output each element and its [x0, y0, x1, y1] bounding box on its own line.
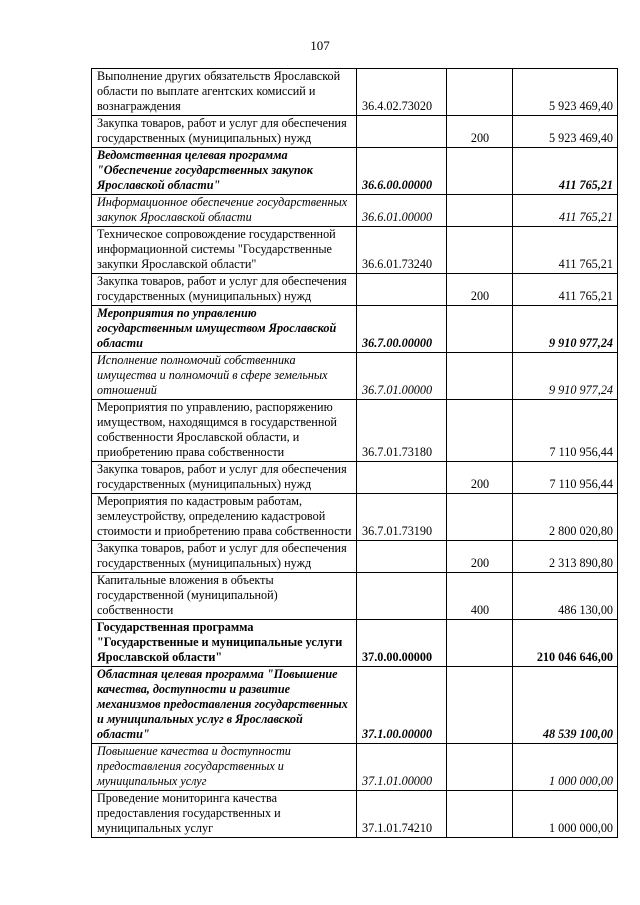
table-row	[92, 195, 618, 227]
row-expense-type-cell: 200	[447, 541, 513, 573]
table-row	[92, 400, 618, 462]
row-name-cell: Проведение мониторинга качества предоставления государственных и муниципальных услуг	[92, 791, 357, 838]
row-amount-cell: 7 110 956,44	[513, 400, 618, 462]
row-name-cell: Техническое сопровождение государственной информационной системы "Государственные закупки Ярославской области"	[92, 227, 357, 274]
row-amount-cell: 7 110 956,44	[513, 462, 618, 494]
row-name-cell: Закупка товаров, работ и услуг для обеспечения государственных (муниципальных) нужд	[92, 462, 357, 494]
row-name-cell: Государственная программа "Государственные и муниципальные услуги Ярославской области"	[92, 620, 357, 667]
table-row	[92, 227, 618, 274]
row-code-cell: 37.1.01.00000	[357, 744, 447, 791]
row-code-cell	[357, 116, 447, 148]
row-amount-cell: 2 313 890,80	[513, 541, 618, 573]
row-expense-type-cell	[447, 744, 513, 791]
row-code-cell: 37.0.00.00000	[357, 620, 447, 667]
row-amount-cell: 411 765,21	[513, 227, 618, 274]
table-row	[92, 148, 618, 195]
table-row	[92, 494, 618, 541]
row-name-cell: Повышение качества и доступности предоставления государственных и муниципальных услуг	[92, 744, 357, 791]
row-amount-cell: 48 539 100,00	[513, 667, 618, 744]
row-name-cell: Выполнение других обязательств Ярославской области по выплате агентских комиссий и вознаграждения	[92, 69, 357, 116]
row-code-cell	[357, 573, 447, 620]
row-amount-cell: 411 765,21	[513, 148, 618, 195]
row-amount-cell: 5 923 469,40	[513, 116, 618, 148]
row-expense-type-cell	[447, 791, 513, 838]
page-number: 107	[310, 38, 330, 53]
row-amount-cell: 9 910 977,24	[513, 353, 618, 400]
row-code-cell: 37.1.00.00000	[357, 667, 447, 744]
row-expense-type-cell: 200	[447, 274, 513, 306]
row-expense-type-cell	[447, 400, 513, 462]
row-code-cell: 36.6.00.00000	[357, 148, 447, 195]
row-amount-cell: 1 000 000,00	[513, 791, 618, 838]
row-code-cell: 36.6.01.73240	[357, 227, 447, 274]
row-expense-type-cell	[447, 148, 513, 195]
row-name-cell: Областная целевая программа "Повышение качества, доступности и развитие механизмов предоставления государственных и муниципальных услуг в Ярославской области"	[92, 667, 357, 744]
row-code-cell: 36.6.01.00000	[357, 195, 447, 227]
table-row	[92, 69, 618, 116]
row-name-cell: Мероприятия по управлению государственным имуществом Ярославской области	[92, 306, 357, 353]
row-expense-type-cell: 400	[447, 573, 513, 620]
row-code-cell	[357, 541, 447, 573]
row-expense-type-cell	[447, 195, 513, 227]
row-expense-type-cell	[447, 227, 513, 274]
row-code-cell: 36.4.02.73020	[357, 69, 447, 116]
table-row	[92, 116, 618, 148]
row-expense-type-cell	[447, 494, 513, 541]
row-expense-type-cell: 200	[447, 462, 513, 494]
budget-table	[91, 68, 618, 838]
table-row	[92, 306, 618, 353]
row-code-cell: 36.7.01.73180	[357, 400, 447, 462]
table-row	[92, 353, 618, 400]
row-name-cell: Закупка товаров, работ и услуг для обеспечения государственных (муниципальных) нужд	[92, 116, 357, 148]
table-row	[92, 573, 618, 620]
row-expense-type-cell	[447, 620, 513, 667]
row-code-cell: 37.1.01.74210	[357, 791, 447, 838]
row-amount-cell: 486 130,00	[513, 573, 618, 620]
row-expense-type-cell	[447, 353, 513, 400]
row-code-cell	[357, 462, 447, 494]
table-row	[92, 620, 618, 667]
row-name-cell: Исполнение полномочий собственника имущества и полномочий в сфере земельных отношений	[92, 353, 357, 400]
row-expense-type-cell	[447, 667, 513, 744]
row-name-cell: Закупка товаров, работ и услуг для обеспечения государственных (муниципальных) нужд	[92, 541, 357, 573]
table-row	[92, 274, 618, 306]
row-name-cell: Капитальные вложения в объекты государственной (муниципальной) собственности	[92, 573, 357, 620]
table-row	[92, 791, 618, 838]
table-row	[92, 541, 618, 573]
row-amount-cell: 1 000 000,00	[513, 744, 618, 791]
row-amount-cell: 210 046 646,00	[513, 620, 618, 667]
row-expense-type-cell	[447, 306, 513, 353]
row-name-cell: Ведомственная целевая программа "Обеспечение государственных закупок Ярославской области"	[92, 148, 357, 195]
row-code-cell: 36.7.00.00000	[357, 306, 447, 353]
row-amount-cell: 411 765,21	[513, 195, 618, 227]
row-expense-type-cell: 200	[447, 116, 513, 148]
row-name-cell: Мероприятия по управлению, распоряжению имуществом, находящимся в государственной собственности Ярославской области, и приобретению права собственности	[92, 400, 357, 462]
row-amount-cell: 9 910 977,24	[513, 306, 618, 353]
row-amount-cell: 2 800 020,80	[513, 494, 618, 541]
table-row	[92, 744, 618, 791]
table-row	[92, 667, 618, 744]
row-name-cell: Мероприятия по кадастровым работам, землеустройству, определению кадастровой стоимости и приобретению права собственности	[92, 494, 357, 541]
row-name-cell: Закупка товаров, работ и услуг для обеспечения государственных (муниципальных) нужд	[92, 274, 357, 306]
row-expense-type-cell	[447, 69, 513, 116]
table-row	[92, 462, 618, 494]
row-code-cell: 36.7.01.00000	[357, 353, 447, 400]
row-amount-cell: 5 923 469,40	[513, 69, 618, 116]
row-code-cell	[357, 274, 447, 306]
row-amount-cell: 411 765,21	[513, 274, 618, 306]
row-code-cell: 36.7.01.73190	[357, 494, 447, 541]
row-name-cell: Информационное обеспечение государственных закупок Ярославской области	[92, 195, 357, 227]
